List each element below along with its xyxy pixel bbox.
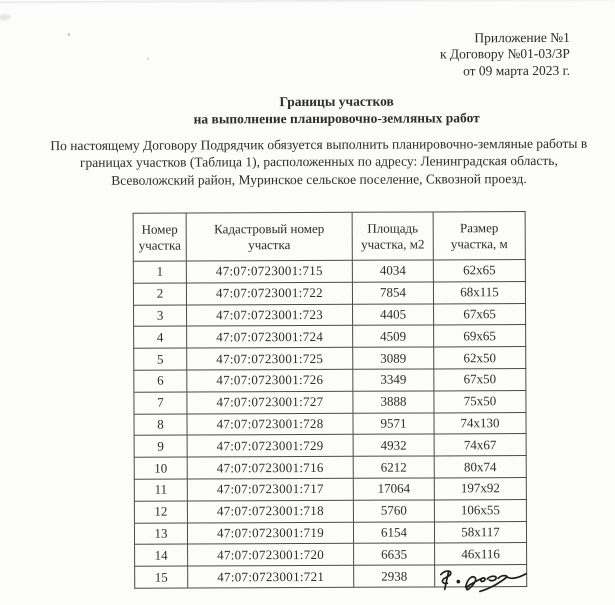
cell-plot-number: 14: [135, 544, 188, 566]
appendix-number-line: Приложение №1: [474, 29, 570, 46]
cell-cadastral-number: 47:07:0723001:722: [186, 282, 352, 305]
table-row: [134, 478, 526, 502]
cell-size: 80x74: [434, 456, 526, 478]
scan-edge-artifact: [0, 0, 614, 4]
cell-size: 74x67: [434, 434, 526, 456]
header-line: Площадь: [367, 220, 419, 236]
scan-speck-artifact: [147, 58, 149, 60]
cell-cadastral-number: 47:07:0723001:726: [187, 369, 353, 392]
cell-size: 67x50: [434, 369, 526, 391]
cell-size: 69x65: [434, 325, 526, 347]
cell-cadastral-number: 47:07:0723001:727: [187, 391, 353, 414]
column-header-area: [352, 212, 433, 260]
cell-plot-number: 2: [133, 283, 186, 305]
cell-cadastral-number: 47:07:0723001:723: [187, 304, 353, 327]
scan-smudge-artifact: [0, 14, 11, 20]
table-row: [134, 456, 526, 480]
cell-cadastral-number: 47:07:0723001:716: [187, 456, 353, 479]
column-header-plot-number: [133, 213, 186, 261]
cell-cadastral-number: 47:07:0723001:724: [187, 326, 353, 349]
cell-cadastral-number: 47:07:0723001:717: [187, 478, 353, 501]
cell-plot-number: 12: [134, 501, 187, 523]
header-line: участка: [138, 237, 181, 253]
column-header-size: [433, 212, 525, 260]
table-row: [134, 390, 526, 414]
cell-size: 62x50: [434, 347, 526, 369]
header-line: Номер: [141, 221, 178, 237]
handwritten-signature: [435, 563, 528, 596]
header-line: Кадастровый номер: [214, 220, 325, 237]
table-row: [133, 260, 525, 284]
column-header-cadastral-number: [186, 212, 352, 261]
header-line: Размер: [459, 220, 499, 236]
table-row: [134, 303, 526, 327]
cell-area: 7854: [352, 282, 433, 304]
cell-plot-number: 4: [134, 326, 187, 348]
scan-speck-artifact: [68, 33, 70, 36]
table-row: [134, 499, 526, 523]
cell-area: 9571: [353, 413, 434, 435]
contract-date-line: от 09 марта 2023 г.: [463, 62, 571, 79]
cell-size: 74x130: [434, 412, 526, 434]
table-row: [134, 347, 526, 371]
cell-cadastral-number: 47:07:0723001:718: [187, 500, 353, 523]
cell-size: 68x115: [433, 281, 525, 303]
cell-size: 75x50: [434, 390, 526, 412]
cell-size: [435, 565, 527, 587]
appendix-header-block: [440, 30, 570, 80]
cell-plot-number: 9: [134, 435, 187, 457]
title-line-1: Границы участков: [279, 93, 394, 110]
cell-plot-number: 13: [134, 523, 187, 545]
cell-area: 4405: [353, 304, 434, 326]
header-line: участка, м2: [361, 235, 425, 252]
cell-area: 4509: [353, 325, 434, 347]
cell-cadastral-number: 47:07:0723001:721: [188, 565, 354, 588]
cell-plot-number: 5: [134, 348, 187, 370]
cell-cadastral-number: 47:07:0723001:715: [186, 260, 352, 283]
cell-area: 5760: [353, 500, 434, 522]
plots-table: [133, 211, 528, 589]
document-title: [29, 93, 615, 129]
signature-dot: [456, 580, 460, 584]
cell-plot-number: 15: [135, 566, 188, 588]
cell-cadastral-number: 47:07:0723001:728: [187, 413, 353, 436]
cell-plot-number: 6: [134, 370, 187, 392]
cell-size: 62x65: [433, 260, 525, 282]
cell-area: 17064: [353, 478, 434, 500]
table-row: [134, 325, 526, 349]
cell-size: 67x65: [434, 303, 526, 325]
cell-size: 46x116: [435, 543, 527, 565]
cell-size: 106x55: [434, 499, 526, 521]
table-row: [134, 412, 526, 436]
cell-area: 2938: [354, 565, 435, 587]
cell-plot-number: 3: [134, 305, 187, 327]
cell-cadastral-number: 47:07:0723001:729: [187, 435, 353, 458]
title-line-2: на выполнение планировочно-земляных работ: [193, 109, 480, 126]
table-row: [134, 521, 526, 545]
header-line: участка: [248, 236, 291, 252]
paragraph-line-2: границах участков (Таблица 1), расположенных по адресу: Ленинградская область,: [79, 153, 558, 171]
table-row: [135, 565, 527, 589]
cell-plot-number: 7: [134, 392, 187, 414]
cell-size: 197x92: [434, 478, 526, 500]
cell-area: 6154: [353, 522, 434, 544]
cell-cadastral-number: 47:07:0723001:725: [187, 347, 353, 370]
paragraph-line-3: Всеволожский район, Муринское сельское поселение, Сквозной проезд.: [111, 170, 527, 188]
contract-reference-line: к Договору №01-03/ЗР: [439, 46, 570, 62]
cell-size: 58x117: [434, 521, 526, 543]
cell-cadastral-number: 47:07:0723001:720: [188, 544, 354, 567]
cell-area: 4932: [353, 434, 434, 456]
cell-area: 6635: [354, 543, 435, 565]
cell-area: 3888: [353, 391, 434, 413]
cell-area: 3349: [353, 369, 434, 391]
cell-area: 3089: [353, 347, 434, 369]
cell-plot-number: 1: [133, 261, 186, 283]
cell-area: 4034: [352, 260, 433, 282]
cell-plot-number: 8: [134, 414, 187, 436]
cell-area: 6212: [353, 456, 434, 478]
cell-plot-number: 11: [134, 479, 187, 501]
header-line: участка, м: [450, 235, 508, 251]
cell-cadastral-number: 47:07:0723001:719: [187, 522, 353, 545]
table-row: [135, 543, 527, 567]
table-row: [134, 369, 526, 393]
cell-plot-number: 10: [134, 457, 187, 479]
table-row: [134, 434, 526, 458]
table-row: [133, 281, 525, 305]
intro-paragraph: [11, 135, 615, 190]
table-header-row: [133, 212, 525, 262]
paragraph-line-1: По настоящему Договору Подрядчик обязуется выполнить планировочно-земляные работы в: [50, 135, 588, 154]
